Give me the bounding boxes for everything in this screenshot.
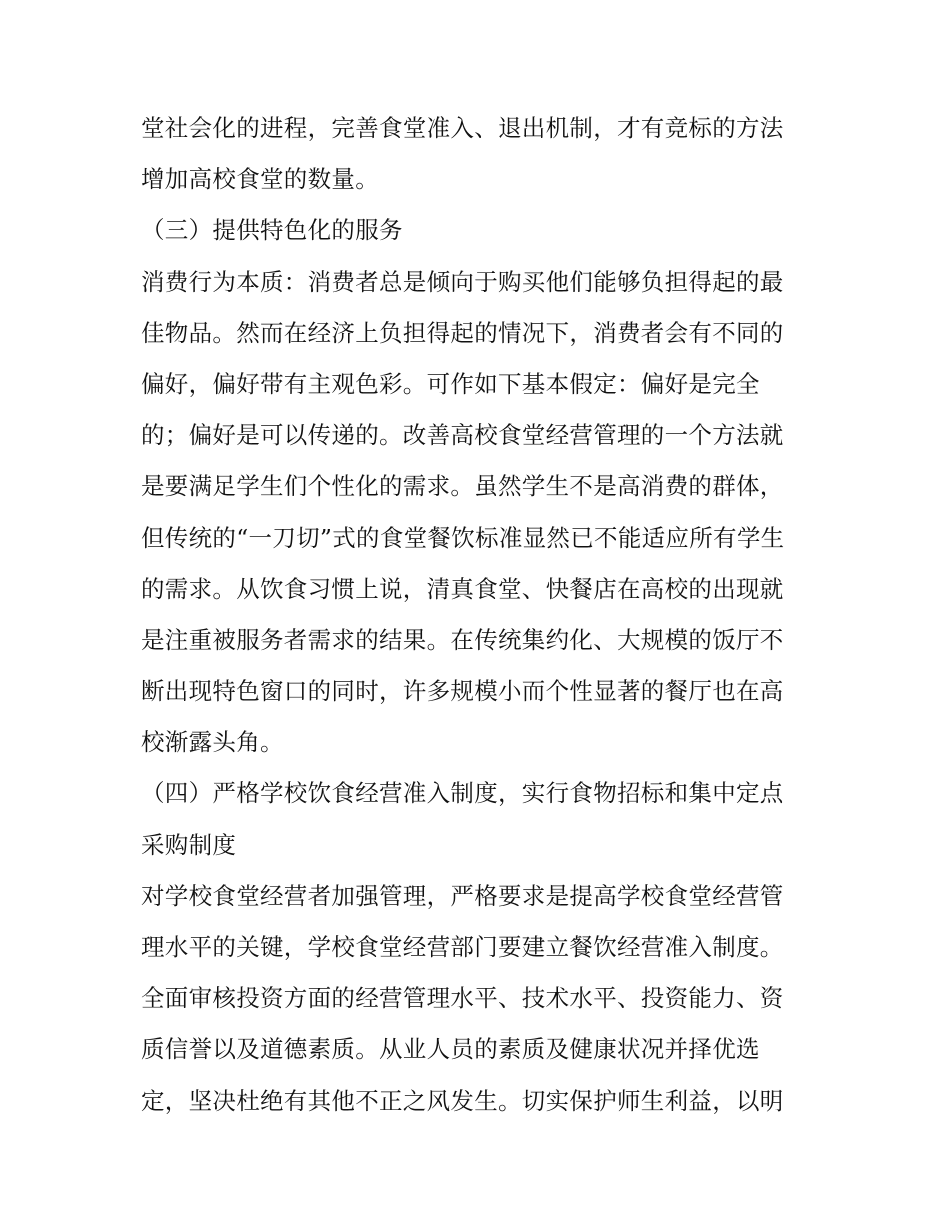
text-line: 全面审核投资方面的经营管理水平、技术水平、投资能力、资	[141, 984, 784, 1013]
text-line: 堂社会化的进程，完善食堂准入、退出机制，才有竞标的方法	[141, 114, 784, 142]
section-heading-3: （三）提供特色化的服务	[141, 216, 403, 245]
text-line: 校渐露头角。	[141, 728, 284, 757]
body-text	[141, 103, 821, 1127]
text-line: 消费行为本质：消费者总是倾向于购买他们能够负担得起的最	[141, 267, 784, 296]
text-line: 偏好，偏好带有主观色彩。可作如下基本假定：偏好是完全	[141, 369, 760, 398]
text-line: 增加高校食堂的数量。	[141, 165, 379, 194]
text-line: 是要满足学生们个性化的需求。虽然学生不是高消费的群体，	[141, 472, 784, 501]
text-line: 的；偏好是可以传递的。改善高校食堂经营管理的一个方法就	[141, 421, 784, 450]
text-line: 断出现特色窗口的同时，许多规模小而个性显著的餐厅也在高	[141, 677, 784, 706]
text-line: 的需求。从饮食习惯上说，清真食堂、快餐店在高校的出现就	[141, 574, 784, 603]
text-line: 但传统的“一刀切”式的食堂餐饮标准显然已不能适应所有学生	[141, 523, 785, 552]
section-heading-4-continued: 采购制度	[141, 830, 237, 859]
text-line: 佳物品。然而在经济上负担得起的情况下，消费者会有不同的	[141, 318, 784, 347]
text-line: 对学校食堂经营者加强管理，严格要求是提高学校食堂经营管	[141, 881, 784, 910]
text-line: 质信誉以及道德素质。从业人员的素质及健康状况并择优选	[141, 1035, 760, 1064]
section-heading-4: （四）严格学校饮食经营准入制度，实行食物招标和集中定点	[141, 779, 784, 808]
text-line: 定，坚决杜绝有其他不正之风发生。切实保护师生利益，以明	[141, 1086, 784, 1115]
text-line: 是注重被服务者需求的结果。在传统集约化、大规模的饭厅不	[141, 625, 784, 654]
text-line: 理水平的关键，学校食堂经营部门要建立餐饮经营准入制度。	[141, 933, 784, 961]
